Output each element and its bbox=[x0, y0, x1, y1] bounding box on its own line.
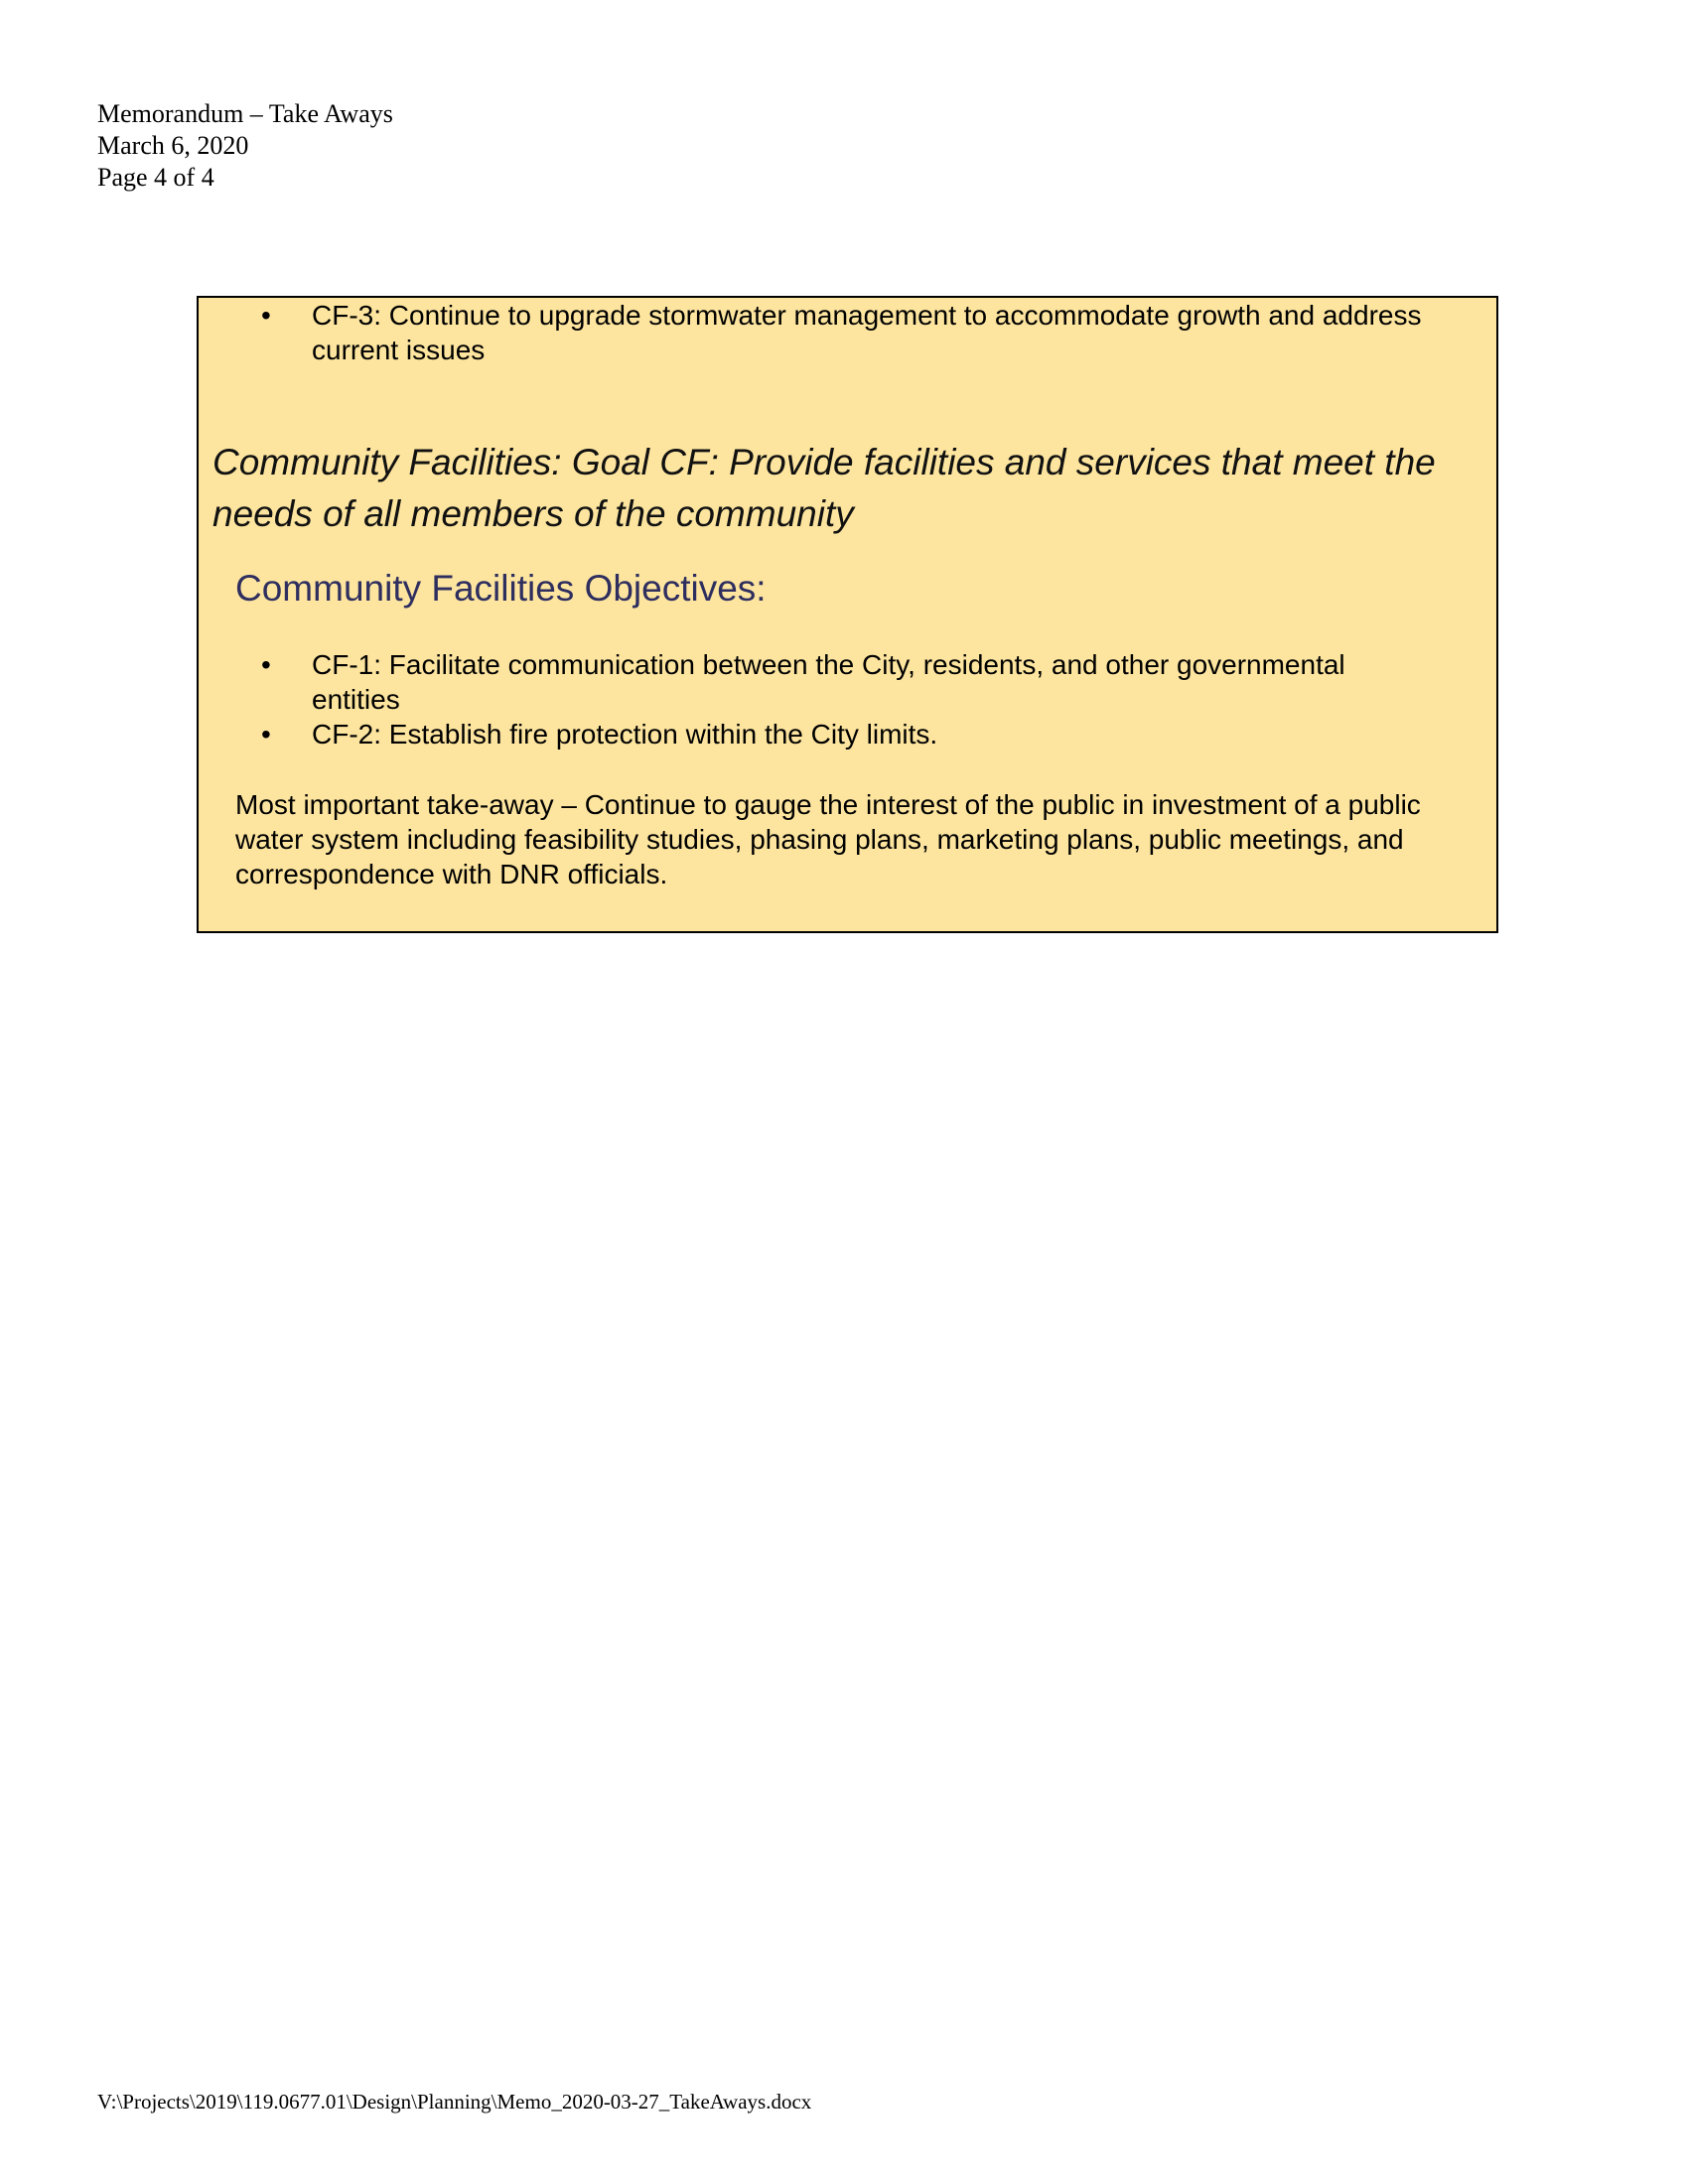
objectives-heading: Community Facilities Objectives: bbox=[235, 568, 767, 609]
file-path-footer: V:\Projects\2019\119.0677.01\Design\Planning\Memo_2020-03-27_TakeAways.docx bbox=[97, 2090, 812, 2114]
memo-title: Memorandum – Take Aways bbox=[97, 99, 393, 128]
objectives-list bbox=[199, 647, 1496, 751]
list-item bbox=[199, 647, 1496, 717]
memo-header bbox=[97, 98, 393, 194]
objective-cf3: CF-3: Continue to upgrade stormwater management to accommodate growth and address current issues bbox=[312, 300, 1422, 365]
continued-objectives-list bbox=[199, 298, 1496, 367]
goal-heading: Community Facilities: Goal CF: Provide facilities and services that meet the needs of all members of the community bbox=[212, 442, 1436, 534]
bullet-icon: • bbox=[261, 300, 271, 331]
bullet-icon: • bbox=[261, 649, 271, 680]
memo-date: March 6, 2020 bbox=[97, 131, 249, 160]
takeaways-box bbox=[197, 296, 1498, 933]
list-item bbox=[199, 298, 1496, 367]
list-item bbox=[199, 717, 1496, 751]
bullet-icon: • bbox=[261, 719, 271, 750]
takeaway-paragraph: Most important take-away – Continue to gauge the interest of the public in investment of a public water system including feasibility studies, phasing plans, marketing plans, public meetings, and correspondence with DNR officials. bbox=[235, 789, 1421, 889]
page-number: Page 4 of 4 bbox=[97, 163, 214, 192]
objective-cf2: CF-2: Establish fire protection within the City limits. bbox=[312, 719, 938, 750]
objective-cf1: CF-1: Facilitate communication between the City, residents, and other governmental entities bbox=[312, 649, 1345, 715]
